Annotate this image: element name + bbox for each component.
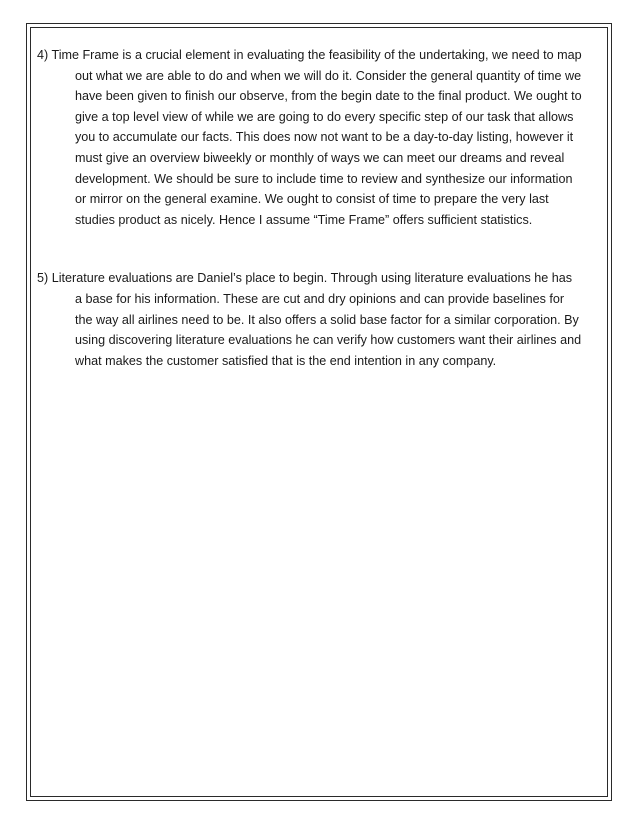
paragraph-literature-evaluations: 5) Literature evaluations are Daniel’s place to begin. Through using literature evaluations he has a base for his information. These are cut and dry opinions and can provide baselines for the way all airlines need to be. It also offers a solid base factor for a similar corporation. By using discovering literature evaluations he can verify how customers want their airlines and what makes the customer satisfied that is the end intention in any company. <box>37 271 582 368</box>
paragraph-time-frame: 4) Time Frame is a crucial element in evaluating the feasibility of the undertaking, we need to map out what we are able to do and when we will do it. Consider the general quantity of time we have been given to finish our observe, from the begin date to the final product. We ought to give a top level view of while we are going to do every specific step of our task that allows you to accumulate our facts. This does now not want to be a day-to-day listing, however it must give an overview biweekly or monthly of ways we can meet our dreams and reveal development. We should be sure to include time to review and synthesize our information or mirror on the general examine. We ought to consist of time to prepare the very last studies product as nicely. Hence I assume “Time Frame” offers sufficient statistics. <box>37 48 582 227</box>
paragraph-spacer <box>37 230 582 268</box>
document-body <box>37 45 582 371</box>
